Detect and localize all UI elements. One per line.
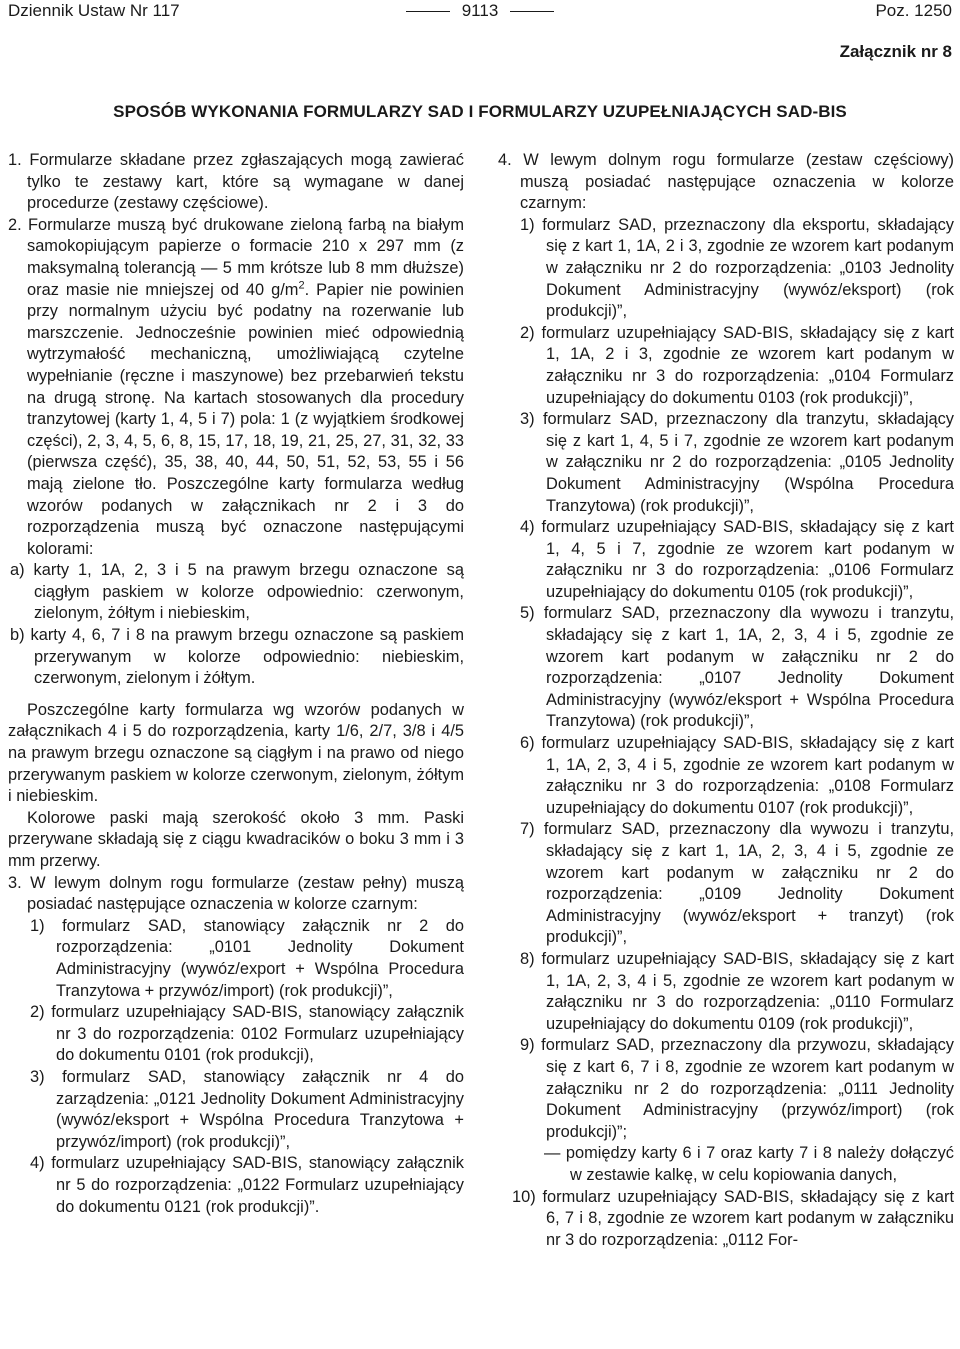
dash-right: [510, 11, 554, 12]
list-item: 6) formularz uzupełniający SAD-BIS, składający się z kart 1, 1A, 2, 3, 4 i 5, zgodnie ze wzorem kart podanym w załączniku nr 3 do rozporządzenia: „0108 Formularz uzupełniający do dokumentu 0107 (rok produkcji)”,: [520, 734, 954, 817]
list-item: 3) formularz SAD, stanowiący załącznik nr 4 do zarządzenia: „0121 Jednolity Dokument Administracyjny (wywóz/eksport + Wspólna Procedura Tranzytowa + przywóz/import) (rok produkcji)”,: [30, 1067, 464, 1151]
paragraph-2: [8, 215, 464, 561]
document-title: SPOSÓB WYKONANIA FORMULARZY SAD I FORMULARZY UZUPEŁNIAJĄCYCH SAD-BIS: [113, 102, 847, 121]
list-item: 9) formularz SAD, przeznaczony dla przywozu, składający się z kart 6, 7 i 8, zgodnie ze wzorem kart podanym w załączniku nr 2 do rozporządzenia: „0111 Jednolity Dokument Administracyjny (przywóz/import) (rok produkcji)”;: [520, 1036, 954, 1141]
list-item: 1) formularz SAD, stanowiący załącznik nr 2 do rozporządzenia: „0101 Jednolity Dokument Administracyjny (wywóz/export + Wspólna Procedura Tranzytowa + przywóz/import) (rok produkcji)”,: [30, 916, 464, 1000]
list-item-a: a) karty 1, 1A, 2, 3 i 5 na prawym brzegu oznaczone są ciągłym paskiem w kolorze odpowiednio: czerwonym, zielonym, żółtym i niebieskim,: [10, 561, 464, 623]
list-item: 8) formularz uzupełniający SAD-BIS, składający się z kart 1, 1A, 2, 3, 4 i 5, zgodnie ze wzorem kart podanym w załączniku nr 3 do rozporządzenia: „0110 Formularz uzupełniający do dokumentu 0109 (rok produkcji)”,: [520, 949, 954, 1033]
paragraph-1: 1. Formularze składane przez zgłaszających mogą zawierać tylko te zestawy kart, które są wymagane w danej procedurze (zestawy częściowe).: [8, 151, 464, 213]
list-item: 2) formularz uzupełniający SAD-BIS, składający się z kart 1, 1A, 2 i 3, zgodnie ze wzorem kart podanym w załączniku nr 3 do rozporządzenia: „0104 Formularz uzupełniający do dokumentu 0103 (rok produkcji)”,: [520, 323, 954, 407]
list-item-b: b) karty 4, 6, 7 i 8 na prawym brzegu oznaczone są paskiem przerywanym w kolorze odpowiednio: niebieskim, czerwonym, zielonym i żółtym.: [10, 626, 464, 688]
list-item: 4) formularz uzupełniający SAD-BIS, stanowiący załącznik nr 5 do rozporządzenia: „0122 Formularz uzupełniający do dokumentu 0121 (rok produkcji)”.: [30, 1154, 464, 1216]
left-column: [8, 150, 464, 1218]
list-item: 2) formularz uzupełniający SAD-BIS, stanowiący załącznik nr 3 do rozporządzenia: 0102 Formularz uzupełniający do dokumentu 0101 (rok produkcji),: [30, 1003, 464, 1065]
list-item: 7) formularz SAD, przeznaczony dla wywozu i tranzytu, składający się z kart 1, 1A, 2, 3, 4 i 5, zgodnie ze wzorem kart podanym w załączniku nr 2 do rozporządzenia: „0109 Jednolity Dokument Administracyjny (wywóz/eksport + tranzyt) (rok produkcji)”,: [520, 820, 954, 947]
journal-name: Dziennik Ustaw Nr 117: [8, 1, 180, 20]
paragraph-cards: Poszczególne karty formularza wg wzorów podanych w załącznikach 4 i 5 do rozporządzenia, karty 1/6, 2/7, 3/8 i 4/5 na prawym brzegu oznaczone są ciągłym i na prawo od niego przerywanym paskiem w kolorze czerwonym, zielonym, żółtym i niebieskim.: [8, 700, 464, 806]
paragraph-4: 4. W lewym dolnym rogu formularze (zestaw częściowy) muszą posiadać następujące oznaczenia w kolorze czarnym:: [498, 151, 954, 213]
annex-label: Załącznik nr 8: [839, 42, 952, 61]
paragraph-2-start: 2. Formularze muszą być drukowane zieloną farbą na białym samokopiującym papierze o formacie 210 x 297 mm (z maksymalną tolerancją — 5 mm krótsze lub 8 mm dłuższe) oraz masie nie mniejszej od 40 g/m: [8, 215, 464, 299]
page-number: [8, 0, 952, 22]
paragraph-2-end: . Papier nie powinien przy normalnym użyciu być podatny na rozerwanie lub marszczenie. Jednocześnie powinien mieć odpowiednią wytrzymałość mechaniczną, umożliwiającą czytelne wypełnianie (ręczne i maszynowe) bez przebarwień tekstu na drugą stronę. Na kartach stosowanych dla procedury tranzytowej (karty 1, 4, 5 i 7) pola: 1 (z wyjątkiem środkowej części), 2, 3, 4, 5, 6, 8, 15, 17, 18, 19, 21, 25, 27, 31, 32, 33 (pierwsza część), 35, 38, 40, 44, 50, 51, 52, 53, 55 i 56 mają zielone tło. Poszczególne karty formularza według wzorów podanych w załącznikach nr 2 i 3 do rozporządzenia muszą być oznaczone następującymi kolorami:: [27, 280, 464, 558]
list-item: 1) formularz SAD, przeznaczony dla eksportu, składający się z kart 1, 1A, 2 i 3, zgodnie ze wzorem kart podanym w załączniku nr 2 do rozporządzenia: „0103 Jednolity Dokument Administracyjny (wywóz/eksport) (rok produkcji)”,: [520, 215, 954, 321]
page-number-text: 9113: [461, 1, 499, 20]
list-item: 4) formularz uzupełniający SAD-BIS, składający się z kart 1, 4, 5 i 7, zgodnie ze wzorem kart podanym w załączniku nr 3 do rozporządzenia: „0106 Formularz uzupełniający do dokumentu 0105 (rok produkcji)”,: [520, 518, 954, 601]
list-item: 5) formularz SAD, przeznaczony dla wywozu i tranzytu, składający się z kart 1, 1A, 2, 3, 4 i 5, zgodnie ze wzorem kart podanym w załączniku nr 2 do rozporządzenia: „0107 Jednolity Dokument Administracyjny (wywóz/eksport + Wspólna Procedura Tranzytowa) (rok produkcji)”,: [520, 604, 954, 731]
list-item: 3) formularz SAD, przeznaczony dla tranzytu, składający się z kart 1, 4, 5 i 7, zgodnie ze wzorem kart podanym w załączniku nr 2 do rozporządzenia: „0105 Jednolity Dokument Administracyjny (Wspólna Procedura Tranzytowa) (rok produkcji)”,: [520, 410, 954, 515]
list-item-10: 10) formularz uzupełniający SAD-BIS, składający się z kart 6, 7 i 8, zgodnie ze wzorem kart podanym w załączniku nr 3 do rozporządzenia: „0112 For-: [512, 1187, 954, 1249]
dash-list-item: — pomiędzy karty 6 i 7 oraz karty 7 i 8 należy dołączyć w zestawie kalkę, w celu kopiowania danych,: [544, 1144, 954, 1184]
dash-left: [406, 11, 450, 12]
right-column: [498, 150, 954, 1251]
paragraph-2-sup: 2: [298, 279, 305, 292]
paragraph-3: 3. W lewym dolnym rogu formularze (zestaw pełny) muszą posiadać następujące oznaczenia w kolorze czarnym:: [8, 873, 464, 914]
page-header: [8, 0, 952, 26]
position-number: Poz. 1250: [875, 1, 952, 20]
paragraph-stripes: Kolorowe paski mają szerokość około 3 mm. Paski przerywane składają się z ciągu kwadracików o boku 3 mm i 3 mm przerwy.: [8, 808, 464, 870]
